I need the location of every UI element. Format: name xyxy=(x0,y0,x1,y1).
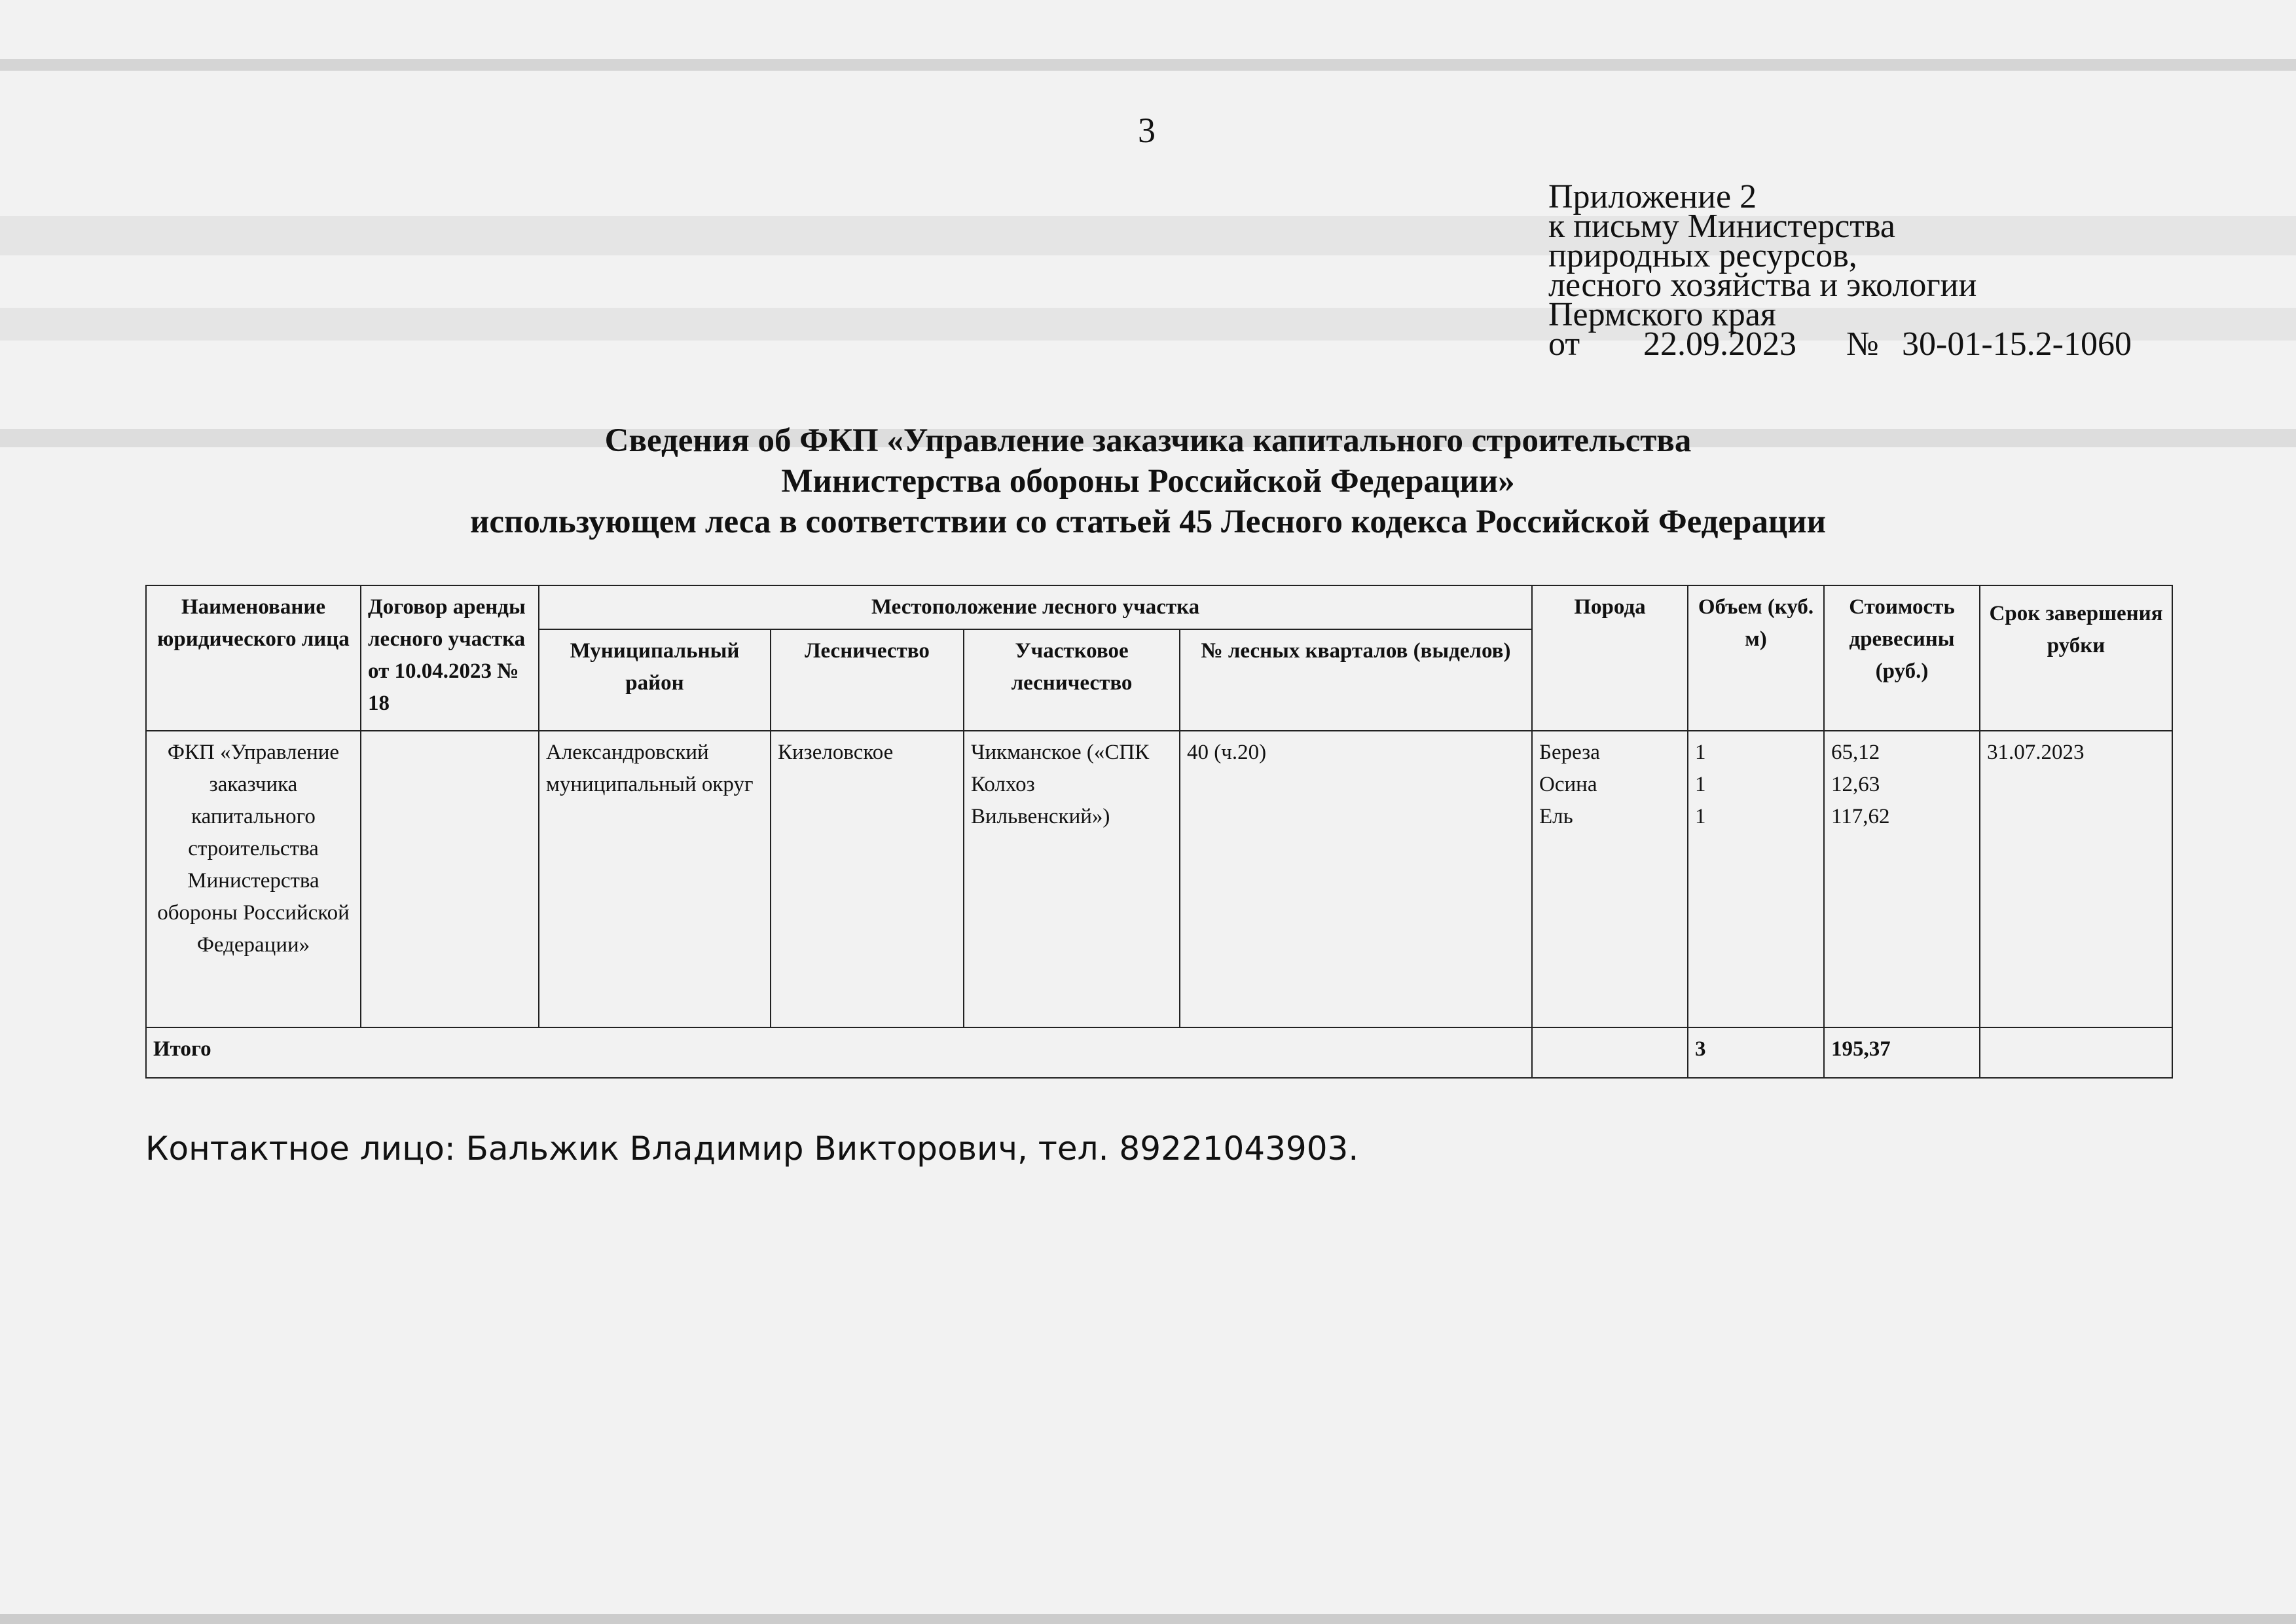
quarters-cell: 40 (ч.20) xyxy=(1180,731,1532,1027)
header-species: Порода xyxy=(1532,585,1688,731)
letter-reference xyxy=(1548,325,2132,363)
from-label: от xyxy=(1548,325,1580,363)
header-quarters: № лесных кварталов (выделов) xyxy=(1180,629,1532,731)
entity-cell: ФКП «Управление заказчика капитального строительства Министерства обороны Российской Федерации» xyxy=(146,731,361,1027)
volume-item: 1 xyxy=(1695,773,1706,796)
header-entity: Наименование юридического лица xyxy=(146,585,361,731)
total-cost: 195,37 xyxy=(1824,1027,1980,1078)
header-contract: Договор аренды лесного участка от 10.04.2023 № 18 xyxy=(361,585,539,731)
subforestry-cell: Чикманское («СПК Колхоз Вильвенский») xyxy=(964,731,1180,1027)
cost-cell xyxy=(1824,731,1980,1027)
title-line: Министерства обороны Российской Федерации» xyxy=(781,463,1515,500)
contract-cell xyxy=(361,731,539,1027)
district-cell: Александровский муниципальный округ xyxy=(539,731,771,1027)
total-volume: 3 xyxy=(1688,1027,1824,1078)
header-volume: Объем (куб. м) xyxy=(1688,585,1824,731)
header-location: Местоположение лесного участка xyxy=(539,585,1532,629)
header-deadline: Срок завершения рубки xyxy=(1980,585,2172,731)
cost-item: 65,12 xyxy=(1831,741,1880,764)
total-row xyxy=(146,1027,2172,1078)
species-item: Береза xyxy=(1539,741,1600,764)
appendix-line: Пермского края xyxy=(1548,296,1776,333)
letter-number: 30-01-15.2-1060 xyxy=(1902,325,2132,363)
species-item: Осина xyxy=(1539,773,1597,796)
table-row xyxy=(146,731,2172,1027)
scan-band xyxy=(0,1614,2296,1624)
deadline-cell: 31.07.2023 xyxy=(1980,731,2172,1027)
header-district: Муниципальный район xyxy=(539,629,771,731)
total-label: Итого xyxy=(146,1027,1532,1078)
cost-item: 12,63 xyxy=(1831,773,1880,796)
total-species-cell xyxy=(1532,1027,1688,1078)
document-title xyxy=(0,420,2296,542)
page-number: 3 xyxy=(1138,111,1156,150)
letter-date: 22.09.2023 xyxy=(1643,325,1796,363)
appendix-line: природных ресурсов, xyxy=(1548,237,1857,274)
header-subforestry: Участковое лесничество xyxy=(964,629,1180,731)
appendix-line: лесного хозяйства и экологии xyxy=(1548,267,1977,304)
volume-item: 1 xyxy=(1695,741,1706,764)
cost-item: 117,62 xyxy=(1831,805,1890,828)
species-cell xyxy=(1532,731,1688,1027)
volume-item: 1 xyxy=(1695,805,1706,828)
appendix-line: Приложение 2 xyxy=(1548,178,1757,215)
scan-band xyxy=(0,59,2296,71)
forest-use-table xyxy=(145,585,2173,1079)
title-line: использующем леса в соответствии со статьей 45 Лесного кодекса Российской Федерации xyxy=(469,504,1827,540)
header-cost: Стоимость древесины (руб.) xyxy=(1824,585,1980,731)
total-deadline-cell xyxy=(1980,1027,2172,1078)
title-line: Сведения об ФКП «Управление заказчика капитального строительства xyxy=(604,422,1692,459)
appendix-line: к письму Министерства xyxy=(1548,208,1895,245)
header-forestry: Лесничество xyxy=(771,629,964,731)
number-sign: № xyxy=(1846,325,1879,363)
contact-person: Контактное лицо: Бальжик Владимир Викторович, тел. 89221043903. xyxy=(145,1130,1359,1168)
forestry-cell: Кизеловское xyxy=(771,731,964,1027)
appendix-block xyxy=(1548,178,2132,363)
species-item: Ель xyxy=(1539,805,1573,828)
volume-cell xyxy=(1688,731,1824,1027)
